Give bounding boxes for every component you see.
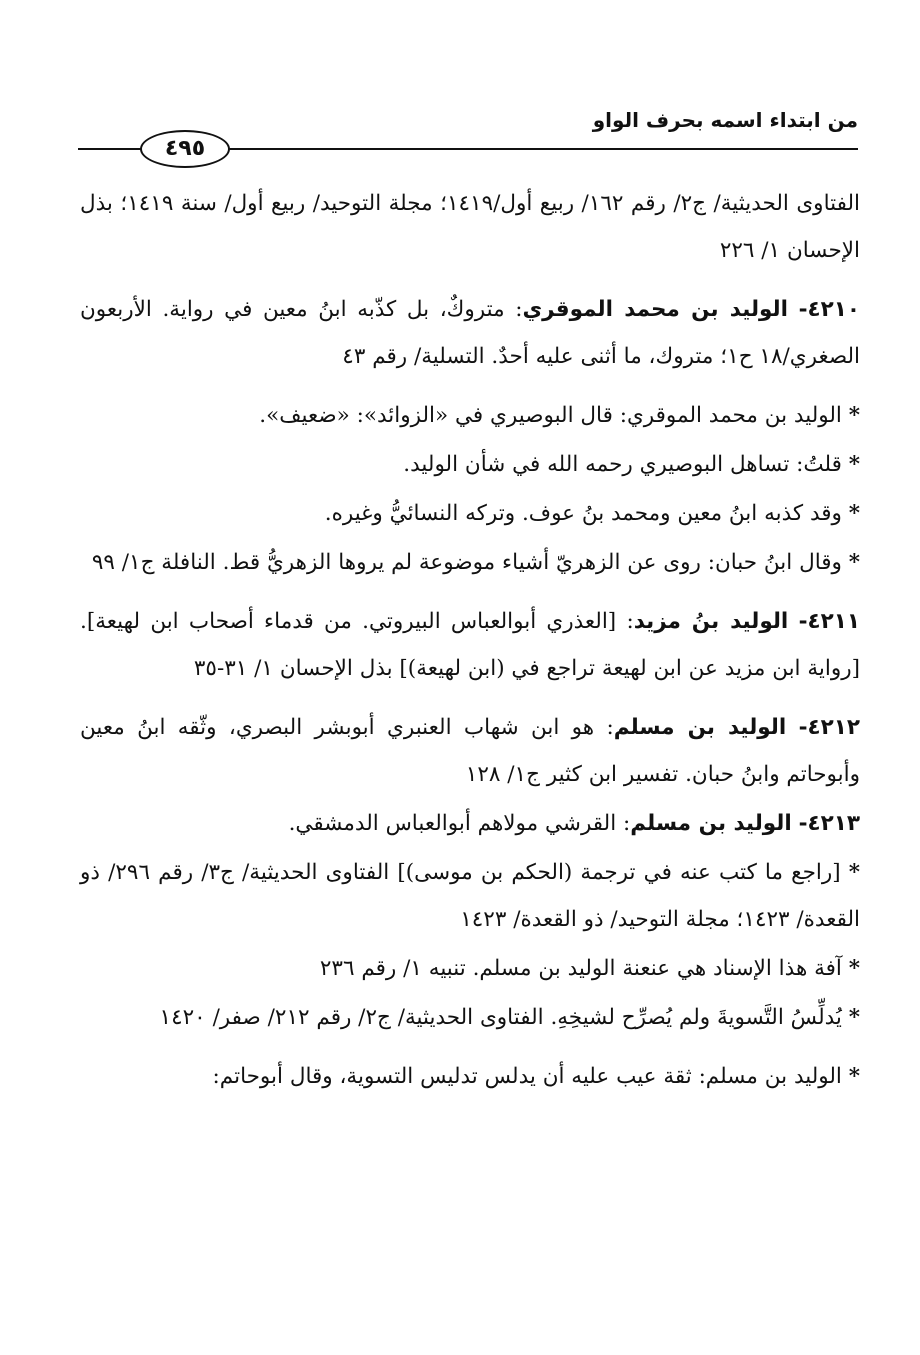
- note-text: وقد كذبه ابنُ معين ومحمد بنُ عوف. وتركه النسائيُّ وغيره.: [324, 501, 842, 526]
- entry-4212: [80, 704, 860, 798]
- asterisk-bullet: *: [848, 501, 860, 526]
- entry-text: : [العذري أبوالعباس البيروتي. من قدماء أصحاب ابن لهيعة]. [رواية ابن مزيد عن ابن لهيعة تراجع في (ابن لهيعة)] بذل الإحسان ١/ ٣١-٣٥: [80, 609, 860, 681]
- asterisk-bullet: *: [848, 550, 860, 575]
- note-text: وقال ابنُ حبان: روى عن الزهريّ أشياء موضوعة لم يروها الزهريُّ قط. النافلة ج١/ ٩٩: [91, 550, 842, 575]
- page-body: [80, 180, 860, 1112]
- entry-number: ٤٢١٠-: [798, 297, 861, 322]
- entry-4210: [80, 286, 860, 380]
- entry-name: الوليد بنُ مزيد: [633, 609, 789, 634]
- note-item: [80, 539, 860, 586]
- entry-text: : متروكٌ، بل كذّبه ابنُ معين في رواية. الأربعون الصغري/١٨ ح١؛ متروك، ما أثنى عليه أحدٌ. التسلية/ رقم ٤٣: [80, 297, 860, 369]
- asterisk-bullet: *: [848, 956, 860, 981]
- entry-text: : القرشي مولاهم أبوالعباس الدمشقي.: [288, 811, 631, 836]
- entry-number: ٤٢١٢-: [798, 715, 860, 740]
- note-item: [80, 441, 860, 488]
- entry-name: الوليد بن محمد الموقري: [522, 297, 788, 322]
- entry-4213: [80, 800, 860, 847]
- asterisk-bullet: *: [848, 860, 860, 885]
- paragraph-continuation: [80, 180, 860, 274]
- entry-number: ٤٢١٣-: [798, 811, 860, 836]
- note-text: [راجع ما كتب عنه في ترجمة (الحكم بن موسى)] الفتاوى الحديثية/ ج٣/ رقم ٢٩٦/ ذو القعدة/ ١٤٢٣؛ مجلة التوحيد/ ذو القعدة/ ١٤٢٣: [80, 860, 860, 932]
- entry-number: ٤٢١١-: [798, 609, 861, 634]
- entry-name: الوليد بن مسلم: [630, 811, 792, 836]
- note-item: [80, 994, 860, 1041]
- entry-text: : هو ابن شهاب العنبري أبوبشر البصري، وثّقه ابنُ معين وأبوحاتم وابنُ حبان. تفسير ابن كثير ج١/ ١٢٨: [80, 715, 860, 787]
- note-item: [80, 490, 860, 537]
- entry-4211: [80, 598, 860, 692]
- asterisk-bullet: *: [848, 1005, 860, 1030]
- note-item: [80, 392, 860, 439]
- note-item: [80, 1053, 860, 1100]
- note-item: [80, 945, 860, 992]
- asterisk-bullet: *: [848, 403, 860, 428]
- paragraph-text: الفتاوى الحديثية/ ج٢/ رقم ١٦٢/ ربيع أول/١٤١٩؛ مجلة التوحيد/ ربيع أول/ سنة ١٤١٩؛ بذل الإحسان ١/ ٢٢٦: [80, 191, 861, 263]
- note-item: [80, 849, 860, 943]
- asterisk-bullet: *: [848, 452, 860, 477]
- page-header: [78, 100, 858, 170]
- note-text: آفة هذا الإسناد هي عنعنة الوليد بن مسلم. تنبيه ١/ رقم ٢٣٦: [319, 956, 842, 981]
- note-text: الوليد بن مسلم: ثقة عيب عليه أن يدلس تدليس التسوية، وقال أبوحاتم:: [212, 1064, 842, 1089]
- entry-name: الوليد بن مسلم: [613, 715, 787, 740]
- page-number: ٤٩٥: [140, 130, 230, 168]
- asterisk-bullet: *: [848, 1064, 860, 1089]
- note-text: الوليد بن محمد الموقري: قال البوصيري في «الزوائد»: «ضعيف».: [259, 403, 842, 428]
- running-title: من ابتداء اسمه بحرف الواو: [592, 108, 858, 132]
- note-text: يُدلِّسُ التَّسويةَ ولم يُصرِّح لشيخِهِ. الفتاوى الحديثية/ ج٢/ رقم ٢١٢/ صفر/ ١٤٢٠: [159, 1005, 842, 1030]
- note-text: قلتُ: تساهل البوصيري رحمه الله في شأن الوليد.: [403, 452, 842, 477]
